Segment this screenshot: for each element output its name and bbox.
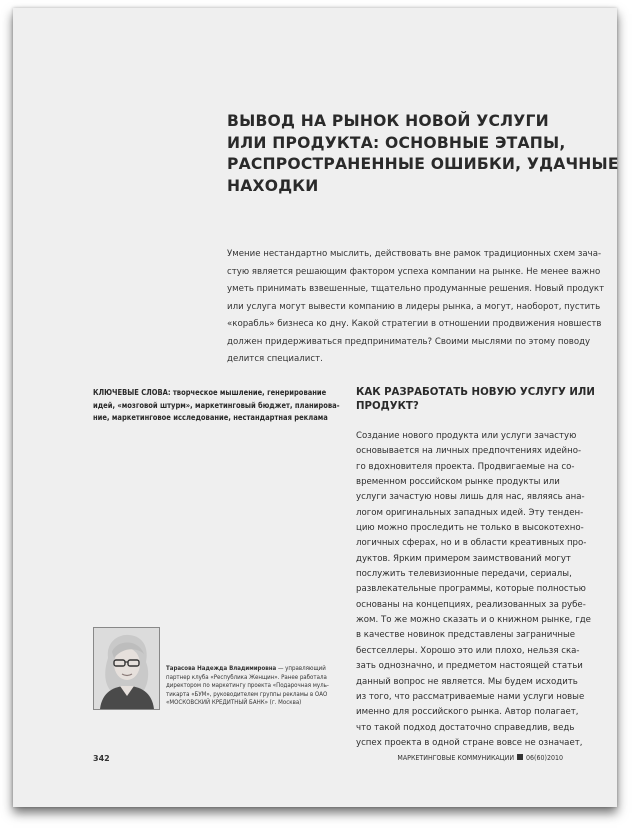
body-line: логом оригинальных западных идей. Эту тенден-: [356, 507, 584, 518]
lead-line: делится специалист.: [227, 354, 323, 364]
body-line: основаны на концепциях, реализованных за рубе-: [356, 599, 586, 610]
body-line: цию можно проследить не только в высокотехно-: [356, 523, 584, 534]
lead-line: должен придерживаться предприниматель? Своими мыслями по этому поводу: [227, 336, 591, 347]
body-line: именно для российского рынка. Автор полагает,: [356, 707, 579, 718]
body-line: развлекательные программы, которые полностью: [356, 584, 586, 595]
body-line: из того, что рассматриваемые нами услуги новые: [356, 691, 585, 702]
body-text: [356, 429, 601, 751]
title-line: НАХОДКИ: [227, 176, 319, 195]
author-bio-line: «МОСКОВСКИЙ КРЕДИТНЫЙ БАНК» (г. Москва): [166, 699, 302, 706]
title-line: ВЫВОД НА РЫНОК НОВОЙ УСЛУГИ: [227, 112, 549, 130]
author-bio-line: партнер клуба «Республика Женщин». Ранее работала: [166, 673, 327, 681]
lead-line: стую является решающим фактором успеха компании на рынке. Не менее важно: [227, 266, 601, 277]
body-line: послужить телевизионные передачи, сериалы,: [356, 569, 572, 580]
keywords-line: идей, «мозговой штурм», маркетинговый бюджет, планирова-: [93, 400, 340, 410]
author-bio-line: тикарта «БУМ», руководителем группы рекламы в ОАО: [166, 690, 328, 698]
body-line: данный вопрос не является. Мы будем исходить: [356, 676, 578, 687]
author-portrait-image: [94, 628, 159, 709]
page-number: 342: [93, 754, 110, 763]
section-heading: [356, 386, 616, 414]
magazine-page: [13, 8, 617, 807]
author-bio: [166, 665, 341, 708]
article-title: [227, 111, 619, 197]
keywords-line: [93, 387, 338, 400]
body-line: зать однозначно, и предметом настоящей статьи: [356, 661, 583, 672]
lead-line: Умение нестандартно мыслить, действовать вне рамок традиционных схем зача-: [227, 249, 602, 259]
author-name: Тарасова Надежда Владимировна: [166, 665, 277, 672]
issue-number: 06(60)2010: [526, 754, 563, 762]
section-heading-line: КАК РАЗРАБОТАТЬ НОВУЮ УСЛУГУ ИЛИ: [356, 387, 595, 398]
keywords-text: творческое мышление, генерирование: [170, 388, 327, 397]
keywords-block: [93, 387, 338, 425]
author-bio-line: [166, 665, 341, 674]
square-bullet-icon: [517, 754, 523, 760]
keywords-line: ние, маркетинговое исследование, нестандартная реклама: [93, 413, 328, 422]
body-line: временном российском рынке продукты или: [356, 477, 560, 488]
journal-name: МАРКЕТИНГОВЫЕ КОММУНИКАЦИИ: [397, 754, 515, 762]
body-line: бестселлеры. Хорошо это или плохо, нельзя ска-: [356, 645, 580, 656]
body-line: в качестве новинок представлены заграничные: [356, 630, 576, 641]
running-footer: [397, 754, 563, 762]
section-heading-line: ПРОДУКТ?: [356, 401, 419, 412]
body-line: го вдохновителя проекта. Продвигаемые на со-: [356, 461, 575, 472]
lead-line: или услуга могут вывести компанию в лидеры рынка, а могут, наоборот, пустить: [227, 301, 601, 312]
author-bio-text: — управляющий: [276, 665, 326, 672]
lead-line: уметь принимать взвешенные, тщательно продуманные решения. Новый продукт: [227, 284, 605, 294]
title-line: ИЛИ ПРОДУКТА: ОСНОВНЫЕ ЭТАПЫ,: [227, 133, 566, 152]
body-line: основывается на личных предпочтениях идейно-: [356, 446, 582, 457]
lead-paragraph: [227, 246, 605, 369]
body-line: что такой подход достаточно справедлив, ведь: [356, 722, 575, 733]
body-line: дуктов. Ярким примером заимствований могут: [356, 553, 571, 564]
title-line: РАСПРОСТРАНЕННЫЕ ОШИБКИ, УДАЧНЫЕ: [227, 155, 619, 173]
body-line: услуги зачастую новы лишь для нас, являясь ана-: [356, 492, 585, 503]
body-line: жом. То же можно сказать и о книжном рынке, где: [356, 615, 591, 626]
body-line: успех проекта в одной стране вовсе не означает,: [356, 737, 583, 748]
author-bio-line: директором по маркетингу проекта «Подарочная муль-: [166, 682, 329, 689]
body-line: Создание нового продукта или услуги зачастую: [356, 431, 577, 441]
keywords-label: КЛЮЧЕВЫЕ СЛОВА:: [93, 388, 171, 397]
author-photo: [93, 627, 160, 710]
body-line: логичных сферах, но и в области креативных про-: [356, 538, 587, 549]
lead-line: «корабль» бизнеса ко дну. Какой стратегии в отношении продвижения новшеств: [227, 319, 602, 329]
